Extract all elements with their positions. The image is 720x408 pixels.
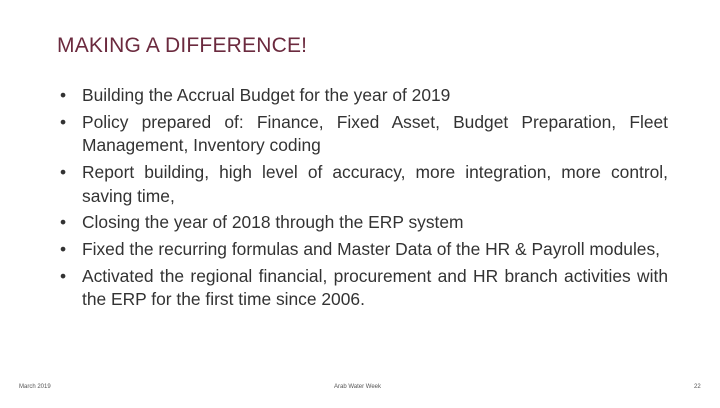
bullet-dot-icon: • [60, 212, 67, 233]
bullet-item [60, 238, 668, 262]
bullet-text: Fixed the recurring formulas and Master Data of the HR & Payroll modules, [82, 239, 661, 260]
bullet-item [60, 211, 668, 235]
bullet-text: Policy prepared of: Finance, Fixed Asset, Budget Preparation, Fleet Management, Inventory coding [82, 111, 668, 156]
bullet-text: Report building, high level of accuracy, more integration, more control, saving time, [82, 162, 668, 206]
bullet-item [60, 161, 668, 208]
footer-event-name: Arab Water Week [334, 384, 382, 390]
slide-title: MAKING A DIFFERENCE! [57, 34, 308, 57]
bullet-list [60, 84, 668, 315]
bullet-item [60, 111, 668, 158]
bullet-dot-icon: • [60, 111, 67, 132]
bullet-item [60, 265, 668, 312]
bullet-dot-icon: • [60, 265, 67, 286]
bullet-text: Building the Accrual Budget for the year of 2019 [82, 85, 451, 105]
footer-date: March 2019 [19, 384, 51, 390]
footer-page-number: 22 [694, 384, 701, 390]
bullet-text: Closing the year of 2018 through the ERP system [82, 212, 464, 233]
bullet-item [60, 84, 668, 108]
bullet-text: Activated the regional financial, procurement and HR branch activities with the ERP for the first time since 2006. [82, 265, 668, 310]
bullet-dot-icon: • [60, 85, 67, 105]
bullet-dot-icon: • [60, 239, 67, 260]
bullet-dot-icon: • [60, 162, 67, 183]
